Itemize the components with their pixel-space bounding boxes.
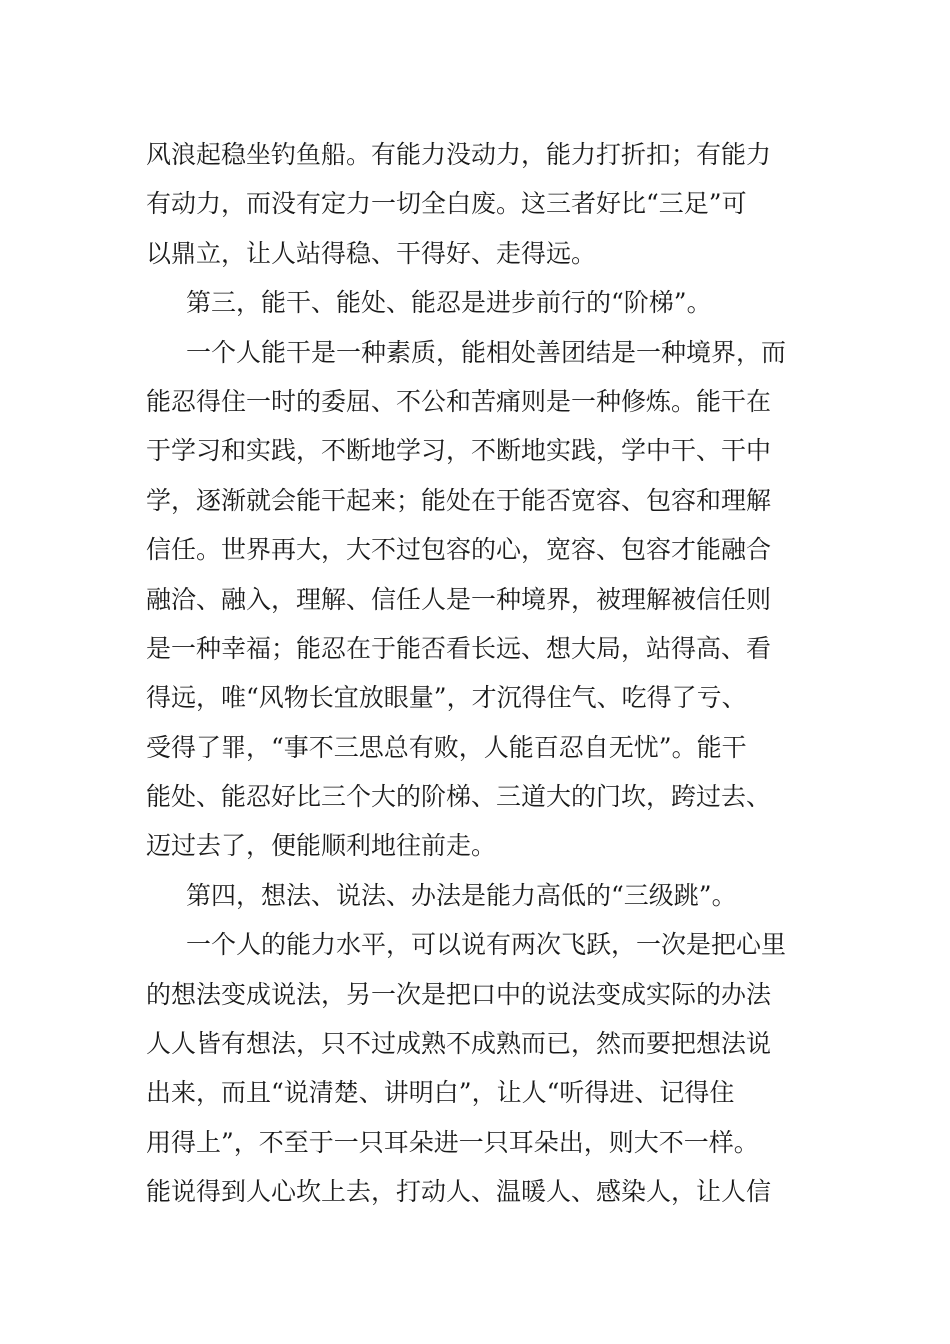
text-line: 受得了罪，“事不三思总有败，人能百忍自无忧”。能干	[146, 732, 747, 762]
text-line: 风浪起稳坐钓鱼船。有能力没动力，能力打折扣；有能力	[146, 140, 772, 169]
text-line: 是一种幸福；能忍在于能否看长远、想大局，站得高、看	[146, 633, 772, 663]
body-text	[146, 130, 811, 1217]
text-line: 能忍得住一时的委屈、不公和苦痛则是一种修炼。能干在	[146, 386, 772, 416]
text-line: 一个人的能力水平，可以说有两次飞跃，一次是把心里	[186, 930, 787, 960]
text-line: 一个人能干是一种素质，能相处善团结是一种境界，而	[186, 337, 787, 367]
text-line: 融洽、融入，理解、信任人是一种境界，被理解被信任则	[146, 584, 772, 614]
text-line: 第三，能干、能处、能忍是进步前行的“阶梯”。	[186, 288, 712, 318]
text-line: 用得上”，不至于一只耳朵进一只耳朵出，则大不一样。	[146, 1127, 759, 1157]
text-line: 能处、能忍好比三个大的阶梯、三道大的门坎，跨过去、	[146, 782, 772, 812]
text-line: 第四，想法、说法、办法是能力高低的“三级跳”。	[186, 880, 737, 910]
text-line: 出来，而且“说清楚、讲明白”，让人“听得进、记得住	[146, 1078, 735, 1108]
text-line: 的想法变成说法，另一次是把口中的说法变成实际的办法	[146, 979, 772, 1009]
text-line: 能说得到人心坎上去，打动人、温暖人、感染人，让人信	[146, 1177, 772, 1207]
text-line: 以鼎立，让人站得稳、干得好、走得远。	[146, 238, 597, 268]
text-line: 迈过去了，便能顺利地往前走。	[146, 831, 497, 861]
text-line: 于学习和实践，不断地学习，不断地实践，学中干、干中	[146, 436, 772, 466]
text-line: 得远，唯“风物长宜放眼量”，才沉得住气、吃得了亏、	[146, 683, 747, 713]
text-line: 学，逐渐就会能干起来；能处在于能否宽容、包容和理解	[146, 485, 772, 515]
text-line: 人人皆有想法，只不过成熟不成熟而已，然而要把想法说	[146, 1029, 772, 1059]
text-line: 有动力，而没有定力一切全白废。这三者好比“三足”可	[146, 189, 747, 219]
text-line: 信任。世界再大，大不过包容的心，宽容、包容才能融合	[146, 535, 772, 565]
